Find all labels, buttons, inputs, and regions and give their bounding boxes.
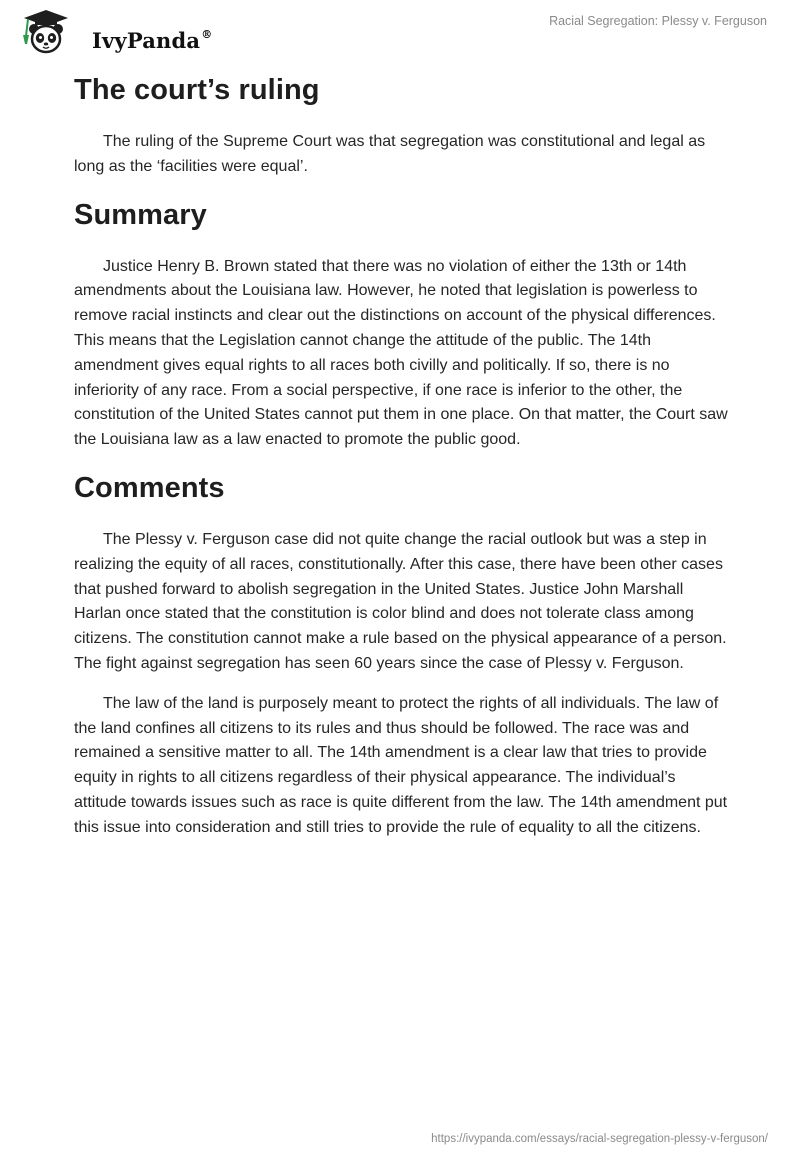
paragraph-court-ruling: The ruling of the Supreme Court was that segregation was constitutional and legal as long as the ‘facilities were equal’. [74,133,706,175]
heading-summary: Summary [74,198,207,231]
page-header [0,0,800,70]
registered-mark: ® [201,28,213,41]
heading-comments: Comments [74,471,225,504]
document-title: Racial Segregation: Plessy v. Ferguson [549,14,767,28]
heading-court-ruling: The court’s ruling [74,74,320,106]
logo[interactable] [14,8,213,58]
panda-graduate-logo-icon [14,8,74,58]
brand-name [92,28,212,53]
brand-text: IvyPanda [92,28,201,53]
paragraph-comments-1: The Plessy v. Ferguson case did not quite change the racial outlook but was a step in realizing the equity of all races, constitutionally. After this case, there have been other cases that pushed forward to abolish segregation in the United States. Justice John Marshall Harlan once stated that the constitution is color blind and does not tolerate class among citizens. The constitution cannot make a rule based on the physical appearance of a person. The fight against segregation has seen 60 years since the case of Plessy v. Ferguson. [74,530,727,672]
paragraph-summary: Justice Henry B. Brown stated that there was no violation of either the 13th or 14th amendments about the Louisiana law. However, he noted that legislation is powerless to remove racial instincts and clear out the distinctions on account of the physical differences. This means that the Legislation cannot change the attitude of the public. The 14th amendment gives equal rights to all races both civilly and politically. If so, there is no inferiority of any race. From a social perspective, if one race is inferior to the other, the constitution of the United States cannot put them in one place. On that matter, the Court saw the Louisiana law as a law enacted to promote the public good. [74,257,728,449]
essay-content [74,70,729,841]
paragraph-comments-2: The law of the land is purposely meant to protect the rights of all individuals. The law of the land confines all citizens to its rules and thus should be followed. The race was and remained a sensitive matter to all. The 14th amendment is a clear law that tries to provide equity in rights to all citizens regardless of their physical appearance. The individual’s attitude towards issues such as race is quite different from the law. The 14th amendment put this issue into consideration and still tries to provide the rule of equality to all the citizens. [74,694,728,836]
source-url-link[interactable]: https://ivypanda.com/essays/racial-segregation-plessy-v-ferguson/ [431,1133,768,1145]
